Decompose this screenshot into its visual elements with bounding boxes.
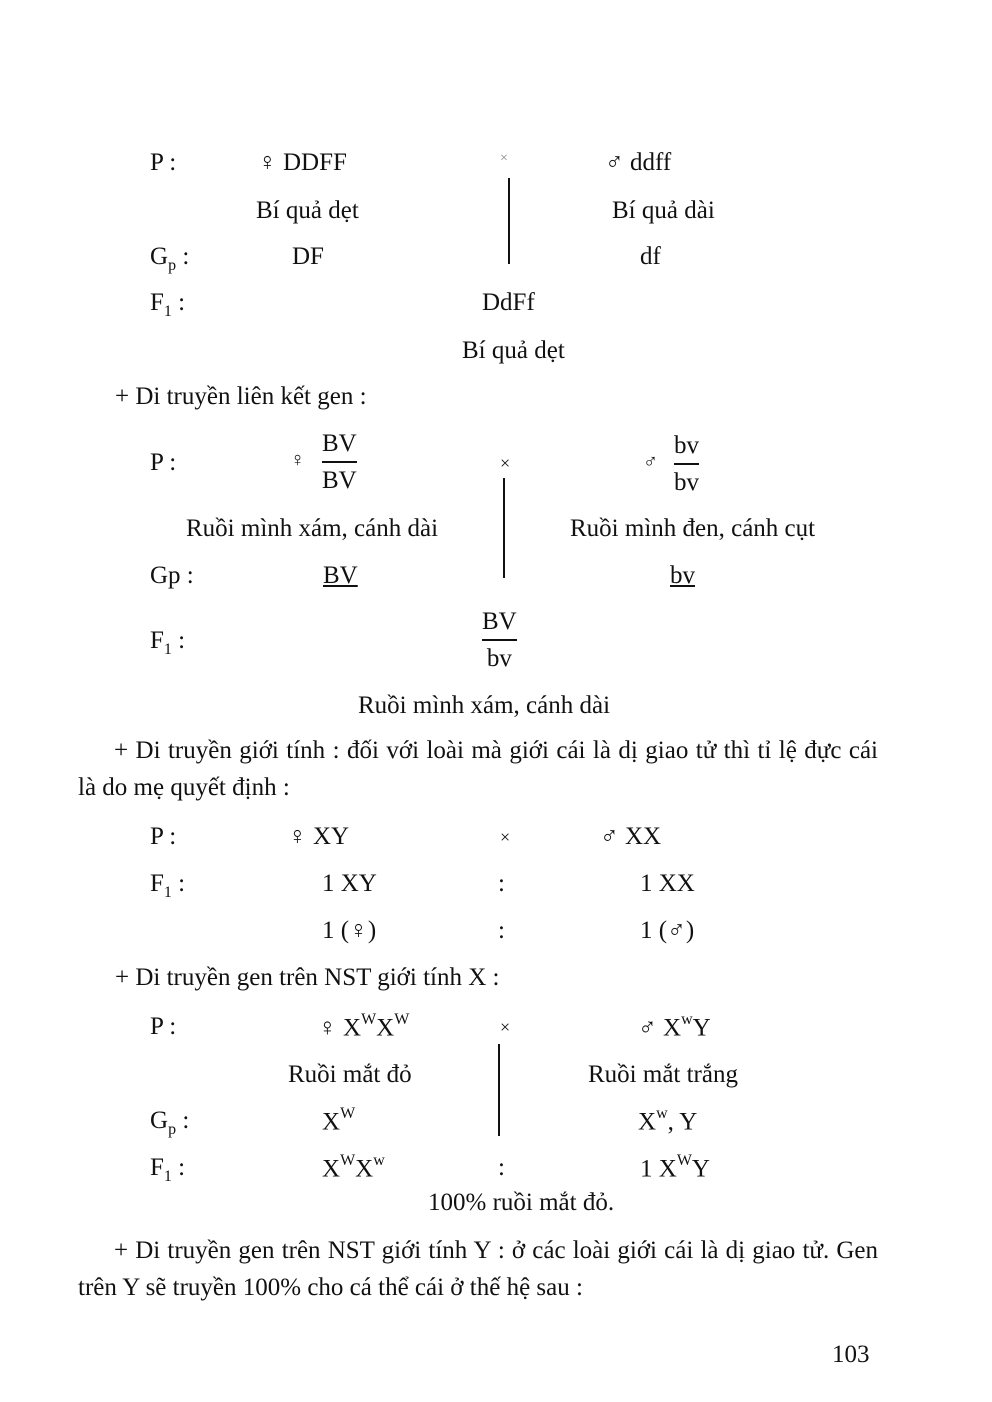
s3-cross: × xyxy=(500,827,511,847)
s3-f1-left: 1 XY xyxy=(322,870,377,897)
s5-intro: + Di truyền gen trên NST giới tính Y : ở các loài giới cái là dị giao tử. Gen trên Y sẽ truyền 100% cho cá thể cái ở thế hệ sau : xyxy=(78,1237,878,1301)
s1-divider xyxy=(508,178,510,264)
s4-g-female: $X^W$ xyxy=(322,1105,356,1136)
s1-g-female: DF xyxy=(292,243,324,270)
s1-p-label: P : xyxy=(150,149,177,176)
s2-f1-label: $F_1$ : xyxy=(150,627,186,658)
s2-p-label: P : xyxy=(150,449,177,476)
s4-heading: + Di truyền gen trên NST giới tính X : xyxy=(115,964,500,991)
s2-g-female: BV xyxy=(323,562,358,589)
s4-male-pheno: Ruồi mắt trắng xyxy=(588,1061,738,1088)
s2-male-pheno: Ruồi mình đen, cánh cụt xyxy=(570,515,816,542)
s4-divider xyxy=(498,1044,500,1136)
s1-f1-genotype: DdFf xyxy=(482,289,535,316)
s4-ratio-colon: : xyxy=(498,1154,505,1181)
s4-g-label: $G_p$ : xyxy=(150,1107,190,1138)
s3-p-label: P : xyxy=(150,823,177,850)
s1-p-female: ♀ DDFF xyxy=(258,149,347,176)
s1-g-label: $G_p$ : xyxy=(150,243,190,274)
s4-p-male: ♂ $X^wY$ xyxy=(638,1011,711,1042)
s2-f1-phenotype: Ruồi mình xám, cánh dài xyxy=(358,692,611,719)
s2-f1-genotype: BV bv xyxy=(482,608,517,672)
s4-female-pheno: Ruồi mắt đỏ xyxy=(288,1061,412,1088)
s2-cross: × xyxy=(500,453,511,473)
s3-ratio-right: 1 (♂) xyxy=(640,917,695,944)
s3-ratio-colon: : xyxy=(498,870,505,897)
s3-ratio-colon-2: : xyxy=(498,917,505,944)
s2-female-genotype: BV BV xyxy=(322,430,357,494)
s1-female-pheno: Bí quả dẹt xyxy=(256,197,359,224)
s2-g-male: bv xyxy=(670,562,695,589)
s4-g-male: $X^w$, Y xyxy=(638,1105,698,1136)
s1-f1-label: $F_1$ : xyxy=(150,289,186,320)
page-number: 103 xyxy=(832,1341,870,1368)
s4-p-label: P : xyxy=(150,1013,177,1040)
s1-cross: × xyxy=(500,151,508,166)
s4-result: 100% ruồi mắt đỏ. xyxy=(428,1189,615,1216)
s3-intro: + Di truyền giới tính : đối với loài mà giới cái là dị giao tử thì tỉ lệ đực cái là do mẹ quyết định : xyxy=(78,737,878,801)
s1-p-male: ♂ ddff xyxy=(605,149,672,176)
s2-female-symbol: ♀ xyxy=(290,449,305,471)
s2-g-label: Gp : xyxy=(150,562,194,589)
s3-f1-right: 1 XX xyxy=(640,870,695,897)
s2-female-pheno: Ruồi mình xám, cánh dài xyxy=(186,515,439,542)
s2-divider xyxy=(503,478,505,578)
s3-p-male: ♂ XX xyxy=(600,823,662,850)
s1-g-male: df xyxy=(640,243,661,270)
s2-male-genotype: bv bv xyxy=(674,432,699,496)
s4-f1-right: 1 $X^WY$ xyxy=(640,1152,710,1183)
s1-f1-phenotype: Bí quả dẹt xyxy=(462,337,565,364)
s3-f1-label: $F_1$ : xyxy=(150,870,186,901)
s1-male-pheno: Bí quả dài xyxy=(612,197,715,224)
s4-p-female: ♀ $X^WX^W$ xyxy=(318,1011,410,1042)
s4-f1-label: $F_1$ : xyxy=(150,1154,186,1185)
s2-heading: + Di truyền liên kết gen : xyxy=(115,383,367,410)
s4-f1-left: $X^WX^w$ xyxy=(322,1152,385,1183)
s3-p-female: ♀ XY xyxy=(288,823,350,850)
s3-ratio-left: 1 (♀) xyxy=(322,917,377,944)
s2-male-symbol: ♂ xyxy=(643,451,658,473)
s4-cross: × xyxy=(500,1017,511,1037)
